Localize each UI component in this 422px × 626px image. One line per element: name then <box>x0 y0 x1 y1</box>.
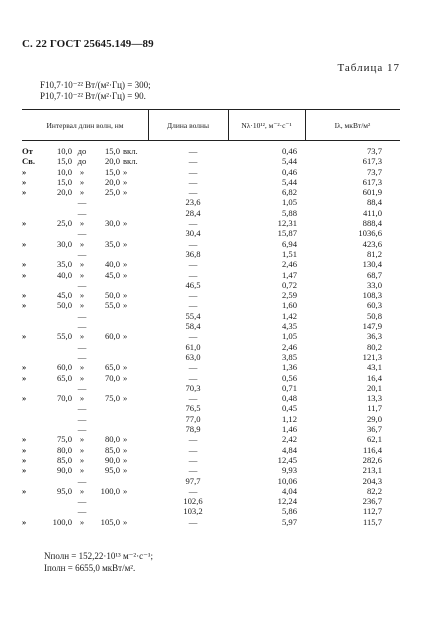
cell-i: 73,7 <box>366 166 382 177</box>
cell-from: 15,0 <box>56 156 72 167</box>
cell-to: 90,0 <box>104 454 120 465</box>
cell-to: 60,0 <box>104 331 120 342</box>
cell-to: 20,0 <box>104 176 120 187</box>
table-row <box>22 455 400 465</box>
cell-do: » <box>79 362 85 373</box>
table-row <box>22 228 400 238</box>
table-row <box>22 321 400 331</box>
cell-do: » <box>79 259 85 270</box>
cell-do: » <box>79 166 85 177</box>
cell-suf: » <box>123 465 128 476</box>
cell-n: 3,85 <box>281 351 297 362</box>
cell-do: до <box>77 146 87 156</box>
cell-do: » <box>79 187 85 198</box>
cell-do: » <box>79 434 85 445</box>
cell-to: 15,0 <box>104 146 120 156</box>
cell-suf: » <box>123 269 128 280</box>
cell-do: » <box>79 485 85 496</box>
cell-do: — <box>77 403 87 414</box>
table-row <box>22 218 400 228</box>
cell-lab: » <box>22 485 27 496</box>
cell-to: 65,0 <box>104 362 120 373</box>
cell-from: 85,0 <box>56 454 72 465</box>
cell-w: — <box>188 434 198 445</box>
cell-do: — <box>77 207 87 218</box>
cell-do: » <box>79 269 85 280</box>
cell-lab: » <box>22 269 27 280</box>
cell-to: 85,0 <box>104 444 120 455</box>
cell-lab: » <box>22 218 27 229</box>
table-row <box>22 197 400 207</box>
cell-suf: » <box>123 454 128 465</box>
total-n: Nполн = 152,22·10¹³ м⁻²·с⁻¹; <box>44 551 154 561</box>
table-row <box>22 342 400 352</box>
cell-do: » <box>79 465 85 476</box>
cell-do: — <box>77 341 87 352</box>
table-row <box>22 362 400 372</box>
cell-lab: Св. <box>22 156 35 167</box>
cell-i: 68,7 <box>366 269 382 280</box>
cell-i: 1036,6 <box>358 228 382 239</box>
table-row <box>22 331 400 341</box>
total-i: Iполн = 6655,0 мкВт/м². <box>44 563 136 573</box>
cell-do: до <box>77 156 87 167</box>
cell-suf: » <box>123 372 128 383</box>
cell-i: 88,4 <box>366 197 382 208</box>
cell-w: 76,5 <box>185 403 201 414</box>
cell-w: 46,5 <box>185 279 201 290</box>
table-row <box>22 352 400 362</box>
cell-i: 116,4 <box>362 444 382 455</box>
cell-w: 58,4 <box>185 321 201 332</box>
colhead-interval: Интервал длин волн, нм <box>46 121 124 130</box>
cell-do: — <box>77 351 87 362</box>
standard-code: ГОСТ 25645.149—89 <box>49 38 154 50</box>
cell-from: 40,0 <box>56 269 72 280</box>
cell-from: 20,0 <box>56 187 72 198</box>
cell-do: » <box>79 444 85 455</box>
table-row <box>22 506 400 516</box>
cell-w: — <box>188 362 198 373</box>
cell-lab: » <box>22 187 27 198</box>
cell-from: 100,0 <box>52 516 72 527</box>
cell-n: 1,12 <box>281 413 297 424</box>
cell-to: 25,0 <box>104 187 120 198</box>
cell-i: 80,2 <box>366 341 382 352</box>
cell-do: » <box>79 218 85 229</box>
cell-from: 50,0 <box>56 300 72 311</box>
cell-suf: » <box>123 187 128 198</box>
cell-w: 77,0 <box>185 413 201 424</box>
table-row <box>22 239 400 249</box>
cell-to: 100,0 <box>100 485 120 496</box>
cell-n: 5,86 <box>281 506 297 517</box>
cell-n: 0,46 <box>281 146 297 156</box>
cell-i: 888,4 <box>362 218 382 229</box>
table-row <box>22 424 400 434</box>
cell-lab: » <box>22 516 27 527</box>
cell-do: — <box>77 197 87 208</box>
cell-i: 130,4 <box>362 259 382 270</box>
cell-i: 108,3 <box>362 290 382 301</box>
cell-do: — <box>77 424 87 435</box>
cell-from: 80,0 <box>56 444 72 455</box>
cell-i: 411,0 <box>362 207 382 218</box>
table-row <box>22 270 400 280</box>
cell-w: 103,2 <box>183 506 203 517</box>
cell-n: 1,47 <box>281 269 297 280</box>
table-title: Таблица 17 <box>337 62 400 74</box>
cell-lab: » <box>22 444 27 455</box>
table-row <box>22 290 400 300</box>
cell-w: 70,3 <box>185 382 201 393</box>
cell-do: » <box>79 238 85 249</box>
cell-w: 28,4 <box>185 207 201 218</box>
cell-from: 10,0 <box>56 166 72 177</box>
table-row <box>22 208 400 218</box>
cell-i: 50,8 <box>366 310 382 321</box>
cell-from: 95,0 <box>56 485 72 496</box>
cell-lab: » <box>22 259 27 270</box>
cell-to: 75,0 <box>104 393 120 404</box>
cell-n: 1,05 <box>281 331 297 342</box>
cell-from: 15,0 <box>56 176 72 187</box>
cell-i: 29,0 <box>366 413 382 424</box>
cell-w: — <box>188 187 198 198</box>
cell-w: — <box>188 444 198 455</box>
cell-to: 105,0 <box>100 516 120 527</box>
cell-i: 13,3 <box>366 393 382 404</box>
cell-lab: » <box>22 465 27 476</box>
cell-do: » <box>79 176 85 187</box>
cell-i: 16,4 <box>366 372 382 383</box>
cell-suf: » <box>123 362 128 373</box>
cell-do: — <box>77 382 87 393</box>
cell-i: 36,7 <box>366 424 382 435</box>
colhead-n: Nλ·10¹², м⁻²·с⁻¹ <box>241 121 292 130</box>
cell-n: 12,31 <box>277 218 297 229</box>
cell-do: — <box>77 321 87 332</box>
cell-n: 4,84 <box>281 444 297 455</box>
cell-i: 33,0 <box>366 279 382 290</box>
cell-w: 61,0 <box>185 341 201 352</box>
table-row <box>22 156 400 166</box>
cell-i: 43,1 <box>366 362 382 373</box>
cell-i: 11,7 <box>367 403 382 414</box>
cell-n: 4,35 <box>281 321 297 332</box>
table-row <box>22 445 400 455</box>
cell-w: — <box>188 331 198 342</box>
cell-to: 95,0 <box>104 465 120 476</box>
cell-i: 147,9 <box>362 321 382 332</box>
cell-suf: » <box>123 176 128 187</box>
table-row <box>22 146 400 156</box>
cell-n: 1,60 <box>281 300 297 311</box>
table-row <box>22 311 400 321</box>
table-row <box>22 187 400 197</box>
cell-do: » <box>79 516 85 527</box>
cell-i: 62,1 <box>366 434 382 445</box>
cell-w: — <box>188 238 198 249</box>
cell-n: 10,06 <box>277 475 297 486</box>
cell-w: — <box>188 485 198 496</box>
cell-w: — <box>188 166 198 177</box>
cell-i: 213,1 <box>362 465 382 476</box>
cell-lab: » <box>22 331 27 342</box>
cell-suf: » <box>123 516 128 527</box>
cell-do: » <box>79 290 85 301</box>
table-row <box>22 403 400 413</box>
cell-suf: вкл. <box>123 156 138 167</box>
cell-suf: » <box>123 238 128 249</box>
cell-suf: » <box>123 218 128 229</box>
cell-from: 75,0 <box>56 434 72 445</box>
cell-i: 60,3 <box>366 300 382 311</box>
cell-lab: » <box>22 454 27 465</box>
cell-lab: » <box>22 393 27 404</box>
cell-n: 15,87 <box>277 228 297 239</box>
cell-n: 12,45 <box>277 454 297 465</box>
cell-suf: вкл. <box>123 146 138 156</box>
cell-i: 282,6 <box>362 454 382 465</box>
cell-to: 80,0 <box>104 434 120 445</box>
cell-n: 1,51 <box>281 248 297 259</box>
param-f107: F10,7·10⁻²² Вт/(м²·Гц) = 300; <box>40 80 151 90</box>
footer-totals <box>44 550 153 574</box>
cell-i: 236,7 <box>362 496 382 507</box>
cell-w: — <box>188 218 198 229</box>
cell-do: — <box>77 496 87 507</box>
cell-do: — <box>77 279 87 290</box>
cell-i: 423,6 <box>362 238 382 249</box>
cell-i: 81,2 <box>366 248 382 259</box>
cell-lab: » <box>22 434 27 445</box>
cell-do: — <box>77 310 87 321</box>
cell-from: 70,0 <box>56 393 72 404</box>
cell-lab: » <box>22 362 27 373</box>
cell-n: 0,71 <box>281 382 297 393</box>
cell-w: — <box>188 465 198 476</box>
cell-to: 70,0 <box>104 372 120 383</box>
table-head-rule <box>22 140 400 141</box>
cell-n: 6,82 <box>281 187 297 198</box>
cell-n: 1,05 <box>281 197 297 208</box>
table-row <box>22 476 400 486</box>
cell-i: 617,3 <box>362 156 382 167</box>
cell-suf: » <box>123 331 128 342</box>
cell-lab: » <box>22 176 27 187</box>
cell-w: 78,9 <box>185 424 201 435</box>
cell-i: 20,1 <box>366 382 382 393</box>
table-row <box>22 517 400 527</box>
cell-from: 60,0 <box>56 362 72 373</box>
cell-n: 0,46 <box>281 166 297 177</box>
table-row <box>22 496 400 506</box>
table-row <box>22 414 400 424</box>
cell-do: — <box>77 506 87 517</box>
cell-w: — <box>188 290 198 301</box>
cell-n: 12,24 <box>277 496 297 507</box>
cell-from: 30,0 <box>56 238 72 249</box>
cell-suf: » <box>123 166 128 177</box>
table-row <box>22 177 400 187</box>
table-row <box>22 383 400 393</box>
cell-n: 5,97 <box>281 516 297 527</box>
cell-w: — <box>188 259 198 270</box>
cell-w: — <box>188 454 198 465</box>
cell-w: — <box>188 176 198 187</box>
table-row <box>22 373 400 383</box>
cell-w: 23,6 <box>185 197 201 208</box>
cell-n: 0,72 <box>281 279 297 290</box>
cell-lab: » <box>22 166 27 177</box>
cell-n: 2,59 <box>281 290 297 301</box>
cell-n: 0,45 <box>281 403 297 414</box>
cell-do: » <box>79 300 85 311</box>
table-row <box>22 486 400 496</box>
cell-from: 35,0 <box>56 259 72 270</box>
cell-n: 5,88 <box>281 207 297 218</box>
cell-n: 2,46 <box>281 341 297 352</box>
cell-i: 36,3 <box>366 331 382 342</box>
cell-w: 63,0 <box>185 351 201 362</box>
cell-to: 15,0 <box>104 166 120 177</box>
cell-i: 112,7 <box>362 506 382 517</box>
cell-n: 0,48 <box>281 393 297 404</box>
cell-w: 30,4 <box>185 228 201 239</box>
cell-w: — <box>188 146 198 156</box>
cell-n: 1,36 <box>281 362 297 373</box>
table-body <box>22 146 400 527</box>
cell-lab: » <box>22 238 27 249</box>
table-row <box>22 280 400 290</box>
cell-w: — <box>188 300 198 311</box>
page-header <box>22 38 154 50</box>
cell-to: 50,0 <box>104 290 120 301</box>
cell-suf: » <box>123 259 128 270</box>
cell-n: 2,46 <box>281 259 297 270</box>
cell-w: 36,8 <box>185 248 201 259</box>
cell-w: — <box>188 269 198 280</box>
cell-suf: » <box>123 393 128 404</box>
table-row <box>22 259 400 269</box>
cell-n: 2,42 <box>281 434 297 445</box>
cell-i: 82,2 <box>366 485 382 496</box>
table-top-rule <box>22 109 400 110</box>
cell-w: 102,6 <box>183 496 203 507</box>
cell-n: 0,56 <box>281 372 297 383</box>
cell-do: — <box>77 248 87 259</box>
cell-suf: » <box>123 444 128 455</box>
cell-to: 55,0 <box>104 300 120 311</box>
cell-i: 73,7 <box>366 146 382 156</box>
colhead-wavelength: Длина волны <box>166 121 210 130</box>
params-block <box>40 80 151 102</box>
table-row <box>22 393 400 403</box>
cell-to: 40,0 <box>104 259 120 270</box>
table-row <box>22 465 400 475</box>
cell-w: — <box>188 372 198 383</box>
cell-n: 1,46 <box>281 424 297 435</box>
cell-i: 601,9 <box>362 187 382 198</box>
cell-lab: » <box>22 300 27 311</box>
cell-to: 35,0 <box>104 238 120 249</box>
cell-i: 204,3 <box>362 475 382 486</box>
cell-n: 5,44 <box>281 176 297 187</box>
cell-suf: » <box>123 300 128 311</box>
cell-do: — <box>77 413 87 424</box>
cell-lab: » <box>22 290 27 301</box>
cell-do: » <box>79 454 85 465</box>
cell-n: 1,42 <box>281 310 297 321</box>
cell-from: 55,0 <box>56 331 72 342</box>
table-row <box>22 434 400 444</box>
cell-n: 6,94 <box>281 238 297 249</box>
cell-w: — <box>188 156 198 167</box>
cell-w: — <box>188 516 198 527</box>
cell-i: 617,3 <box>362 176 382 187</box>
cell-to: 30,0 <box>104 218 120 229</box>
cell-n: 9,93 <box>281 465 297 476</box>
cell-w: — <box>188 393 198 404</box>
cell-to: 45,0 <box>104 269 120 280</box>
cell-to: 20,0 <box>104 156 120 167</box>
cell-from: 90,0 <box>56 465 72 476</box>
cell-from: 10,0 <box>56 146 72 156</box>
cell-lab: » <box>22 372 27 383</box>
cell-w: 97,7 <box>185 475 201 486</box>
cell-suf: » <box>123 290 128 301</box>
cell-do: » <box>79 372 85 383</box>
colhead-i: Iλ, мкВт/м² <box>334 121 371 130</box>
cell-w: 55,4 <box>185 310 201 321</box>
cell-suf: » <box>123 434 128 445</box>
cell-do: — <box>77 228 87 239</box>
cell-do: — <box>77 475 87 486</box>
cell-do: » <box>79 331 85 342</box>
cell-from: 65,0 <box>56 372 72 383</box>
cell-lab: От <box>22 146 33 156</box>
cell-i: 115,7 <box>362 516 382 527</box>
cell-n: 4,04 <box>281 485 297 496</box>
table-row <box>22 249 400 259</box>
table-row <box>22 300 400 310</box>
cell-n: 5,44 <box>281 156 297 167</box>
page-number: С. 22 <box>22 38 47 50</box>
table-row <box>22 167 400 177</box>
cell-suf: » <box>123 485 128 496</box>
cell-i: 121,3 <box>362 351 382 362</box>
cell-from: 45,0 <box>56 290 72 301</box>
param-p107: P10,7·10⁻²² Вт/(м²·Гц) = 90. <box>40 91 146 101</box>
cell-do: » <box>79 393 85 404</box>
cell-from: 25,0 <box>56 218 72 229</box>
